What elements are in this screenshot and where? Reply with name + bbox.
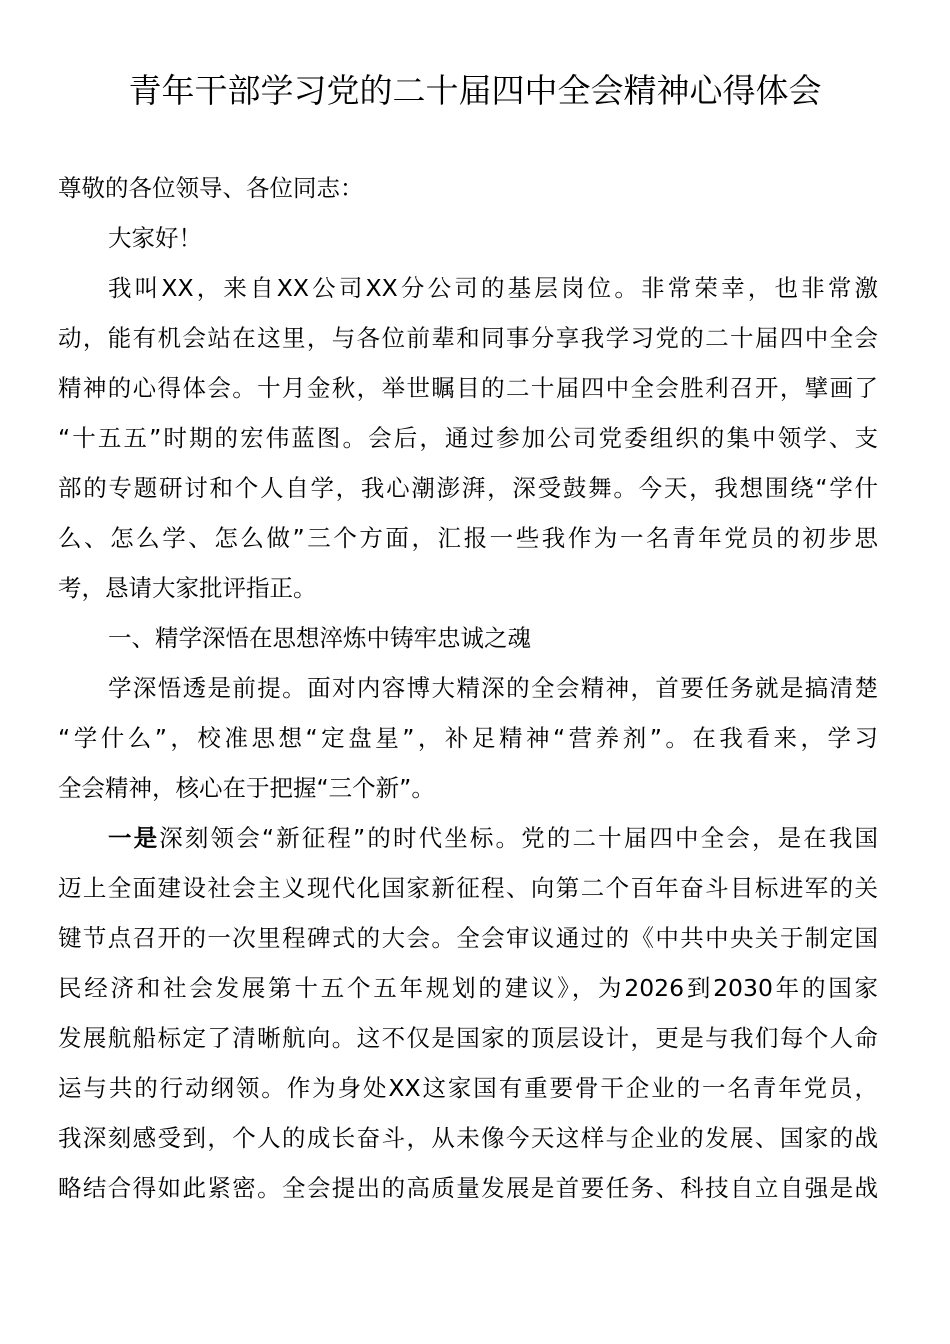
intro-line-2: 动，能有机会站在这里，与各位前辈和同事分享我学习党的二十届四中全会	[58, 324, 878, 352]
intro-line-6: 么、怎么学、怎么做”三个方面，汇报一些我作为一名青年党员的初步思	[58, 524, 878, 552]
point-one-line-4: 民经济和社会发展第十五个五年规划的建议》，为2026到2030年的国家	[58, 974, 878, 1002]
section-heading: 一、精学深悟在思想淬炼中铸牢忠诚之魂	[108, 624, 531, 652]
intro-line-3: 精神的心得体会。十月金秋，举世瞩目的二十届四中全会胜利召开，擘画了	[58, 374, 878, 402]
section-line-1: 学深悟透是前提。面对内容博大精深的全会精神，首要任务就是搞清楚	[108, 674, 878, 702]
point-one-line-6: 运与共的行动纲领。作为身处XX这家国有重要骨干企业的一名青年党员，	[58, 1074, 878, 1102]
point-one-first-text: 深刻领会“新征程”的时代坐标。党的二十届四中全会，是在我国	[159, 824, 878, 852]
section-line-3: 全会精神，核心在于把握“三个新”。	[58, 774, 435, 802]
intro-line-7: 考，恳请大家批评指正。	[58, 574, 317, 602]
point-one-line-1	[108, 813, 878, 863]
point-one-lead: 一是	[108, 824, 160, 852]
point-one-line-2: 迈上全面建设社会主义现代化国家新征程、向第二个百年奋斗目标进军的关	[58, 874, 878, 902]
document-title: 青年干部学习党的二十届四中全会精神心得体会	[128, 71, 822, 110]
salutation: 尊敬的各位领导、各位同志：	[58, 174, 364, 202]
point-one-line-5: 发展航船标定了清晰航向。这不仅是国家的顶层设计，更是与我们每个人命	[58, 1024, 878, 1052]
point-one-line-3: 键节点召开的一次里程碑式的大会。全会审议通过的《中共中央关于制定国	[58, 924, 878, 952]
greeting: 大家好！	[108, 224, 202, 252]
point-one-line-7: 我深刻感受到，个人的成长奋斗，从未像今天这样与企业的发展、国家的战	[58, 1124, 878, 1152]
intro-line-5: 部的专题研讨和个人自学，我心潮澎湃，深受鼓舞。今天，我想围绕“学什	[58, 474, 878, 502]
section-line-2: “学什么”，校准思想“定盘星”，补足精神“营养剂”。在我看来，学习	[58, 724, 878, 752]
point-one-line-8: 略结合得如此紧密。全会提出的高质量发展是首要任务、科技自立自强是战	[58, 1174, 878, 1202]
intro-line-1: 我叫XX，来自XX公司XX分公司的基层岗位。非常荣幸，也非常激	[108, 274, 878, 302]
intro-line-4: “十五五”时期的宏伟蓝图。会后，通过参加公司党委组织的集中领学、支	[58, 424, 878, 452]
